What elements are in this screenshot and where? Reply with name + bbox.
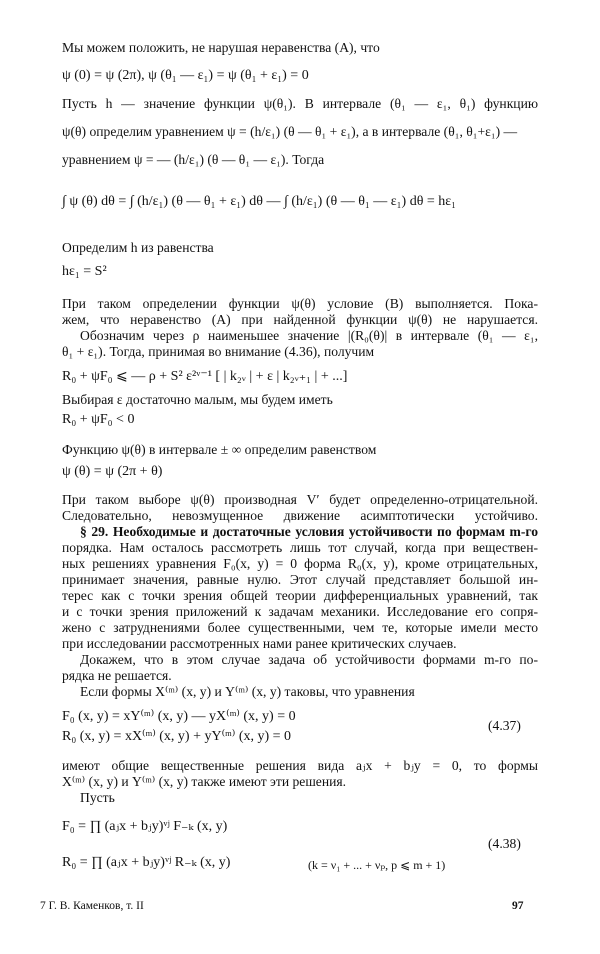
text-line: Докажем, что в этом случае задача об устойчивости формами m-го по-	[80, 652, 538, 667]
text-line: Следовательно, невозмущенное движение асимптотически устойчиво.	[62, 508, 538, 523]
text-line: Функцию ψ(θ) в интервале ± ∞ определим равенством	[62, 442, 377, 457]
text-line: θ₁ + ε₁). Тогда, принимая во внимание (4.36), получим	[62, 344, 375, 359]
formula: R₀ = ∏ (aⱼx + bⱼy)ᵛʲ R₋ₖ (x, y)	[62, 855, 231, 870]
formula: R₀ + ψF₀ < 0	[62, 412, 135, 427]
equation-number: (4.38)	[488, 836, 521, 851]
text-line: ψ(θ) определим уравнением ψ = (h/ε₁) (θ — θ₁ + ε₁), а в интервале (θ₁, θ₁+ε₁) —	[62, 124, 518, 139]
text-line: Пусть	[80, 790, 115, 805]
text-line: X⁽ᵐ⁾ (x, y) и Y⁽ᵐ⁾ (x, y) также имеют эти решения.	[62, 774, 347, 789]
text-line: Определим h из равенства	[62, 240, 214, 255]
text-line: При таком выборе ψ(θ) производная V′ будет определенно-отрицательной.	[62, 492, 538, 507]
formula: R₀ (x, y) = xX⁽ᵐ⁾ (x, y) + yY⁽ᵐ⁾ (x, y) = 0	[62, 729, 292, 744]
integral-formula: ∫ ψ (θ) dθ = ∫ (h/ε₁) (θ — θ₁ + ε₁) dθ — ∫ (h/ε₁) (θ — θ₁ — ε₁) dθ = hε₁	[62, 194, 457, 209]
text-line: при исследовании рассмотренных нами ранее критических случаев.	[62, 636, 457, 651]
text-line: терес как с точки зрения общей теории дифференциальных уравнений, так	[62, 588, 538, 603]
printer-signature: 7 Г. В. Каменков, т. II	[40, 900, 144, 912]
text-line: Выбирая ε достаточно малым, мы будем иметь	[62, 392, 333, 407]
text-line: имеют общие вещественные решения вида aⱼx + bⱼy = 0, то формы	[62, 758, 538, 773]
formula: ψ (0) = ψ (2π), ψ (θ₁ — ε₁) = ψ (θ₁ + ε₁) = 0	[62, 68, 309, 83]
formula: R₀ + ψF₀ ⩽ — ρ + S² ε²ᵛ⁻¹ [ | k₂ᵥ | + ε | k₂ᵥ₊₁ | + ...]	[62, 369, 348, 384]
text-line: порядка. Нам осталось рассмотреть лишь тот случай, когда при веществен-	[62, 540, 538, 555]
text-line: уравнением ψ = — (h/ε₁) (θ — θ₁ — ε₁). Тогда	[62, 152, 325, 167]
equation-number: (4.37)	[488, 718, 521, 733]
formula-note: (k = ν₁ + ... + νₚ, p ⩽ m + 1)	[308, 858, 446, 872]
text-line: Если формы X⁽ᵐ⁾ (x, y) и Y⁽ᵐ⁾ (x, y) таковы, что уравнения	[80, 684, 415, 699]
text-line: При таком определении функции ψ(θ) условие (B) выполняется. Пока-	[62, 296, 538, 311]
formula: F₀ = ∏ (aⱼx + bⱼy)ᵛʲ F₋ₖ (x, y)	[62, 819, 228, 834]
text-line: Обозначим через ρ наименьшее значение |(R₀(θ)| в интервале (θ₁ — ε₁,	[80, 328, 538, 343]
section-heading: § 29. Необходимые и достаточные условия устойчивости по формам m-го	[80, 524, 538, 539]
formula: F₀ (x, y) = xY⁽ᵐ⁾ (x, y) — yX⁽ᵐ⁾ (x, y) = 0	[62, 709, 296, 724]
formula: hε₁ = S²	[62, 264, 107, 279]
text-line: жено с затруднениями более существенными, чем те, которые имели место	[62, 620, 538, 635]
text-line: ных решениях уравнения F₀(x, y) = 0 форма R₀(x, y), кроме отрицательных,	[62, 556, 538, 571]
text-line: Мы можем положить, не нарушая неравенства (A), что	[62, 40, 380, 55]
text-line: принимает значения, равные нулю. Этот случай представляет большой ин-	[62, 572, 538, 587]
text-line: жем, что неравенство (A) при найденной функции ψ(θ) не нарушается.	[62, 312, 538, 327]
formula: ψ (θ) = ψ (2π + θ)	[62, 464, 163, 479]
text-line: рядка не решается.	[62, 668, 172, 683]
page-number: 97	[512, 900, 524, 912]
text-line: и с точки зрения приложений к задачам механики. Исследование его сопря-	[62, 604, 538, 619]
text-line: Пусть h — значение функции ψ(θ₁). В интервале (θ₁ — ε₁, θ₁) функцию	[62, 96, 538, 111]
